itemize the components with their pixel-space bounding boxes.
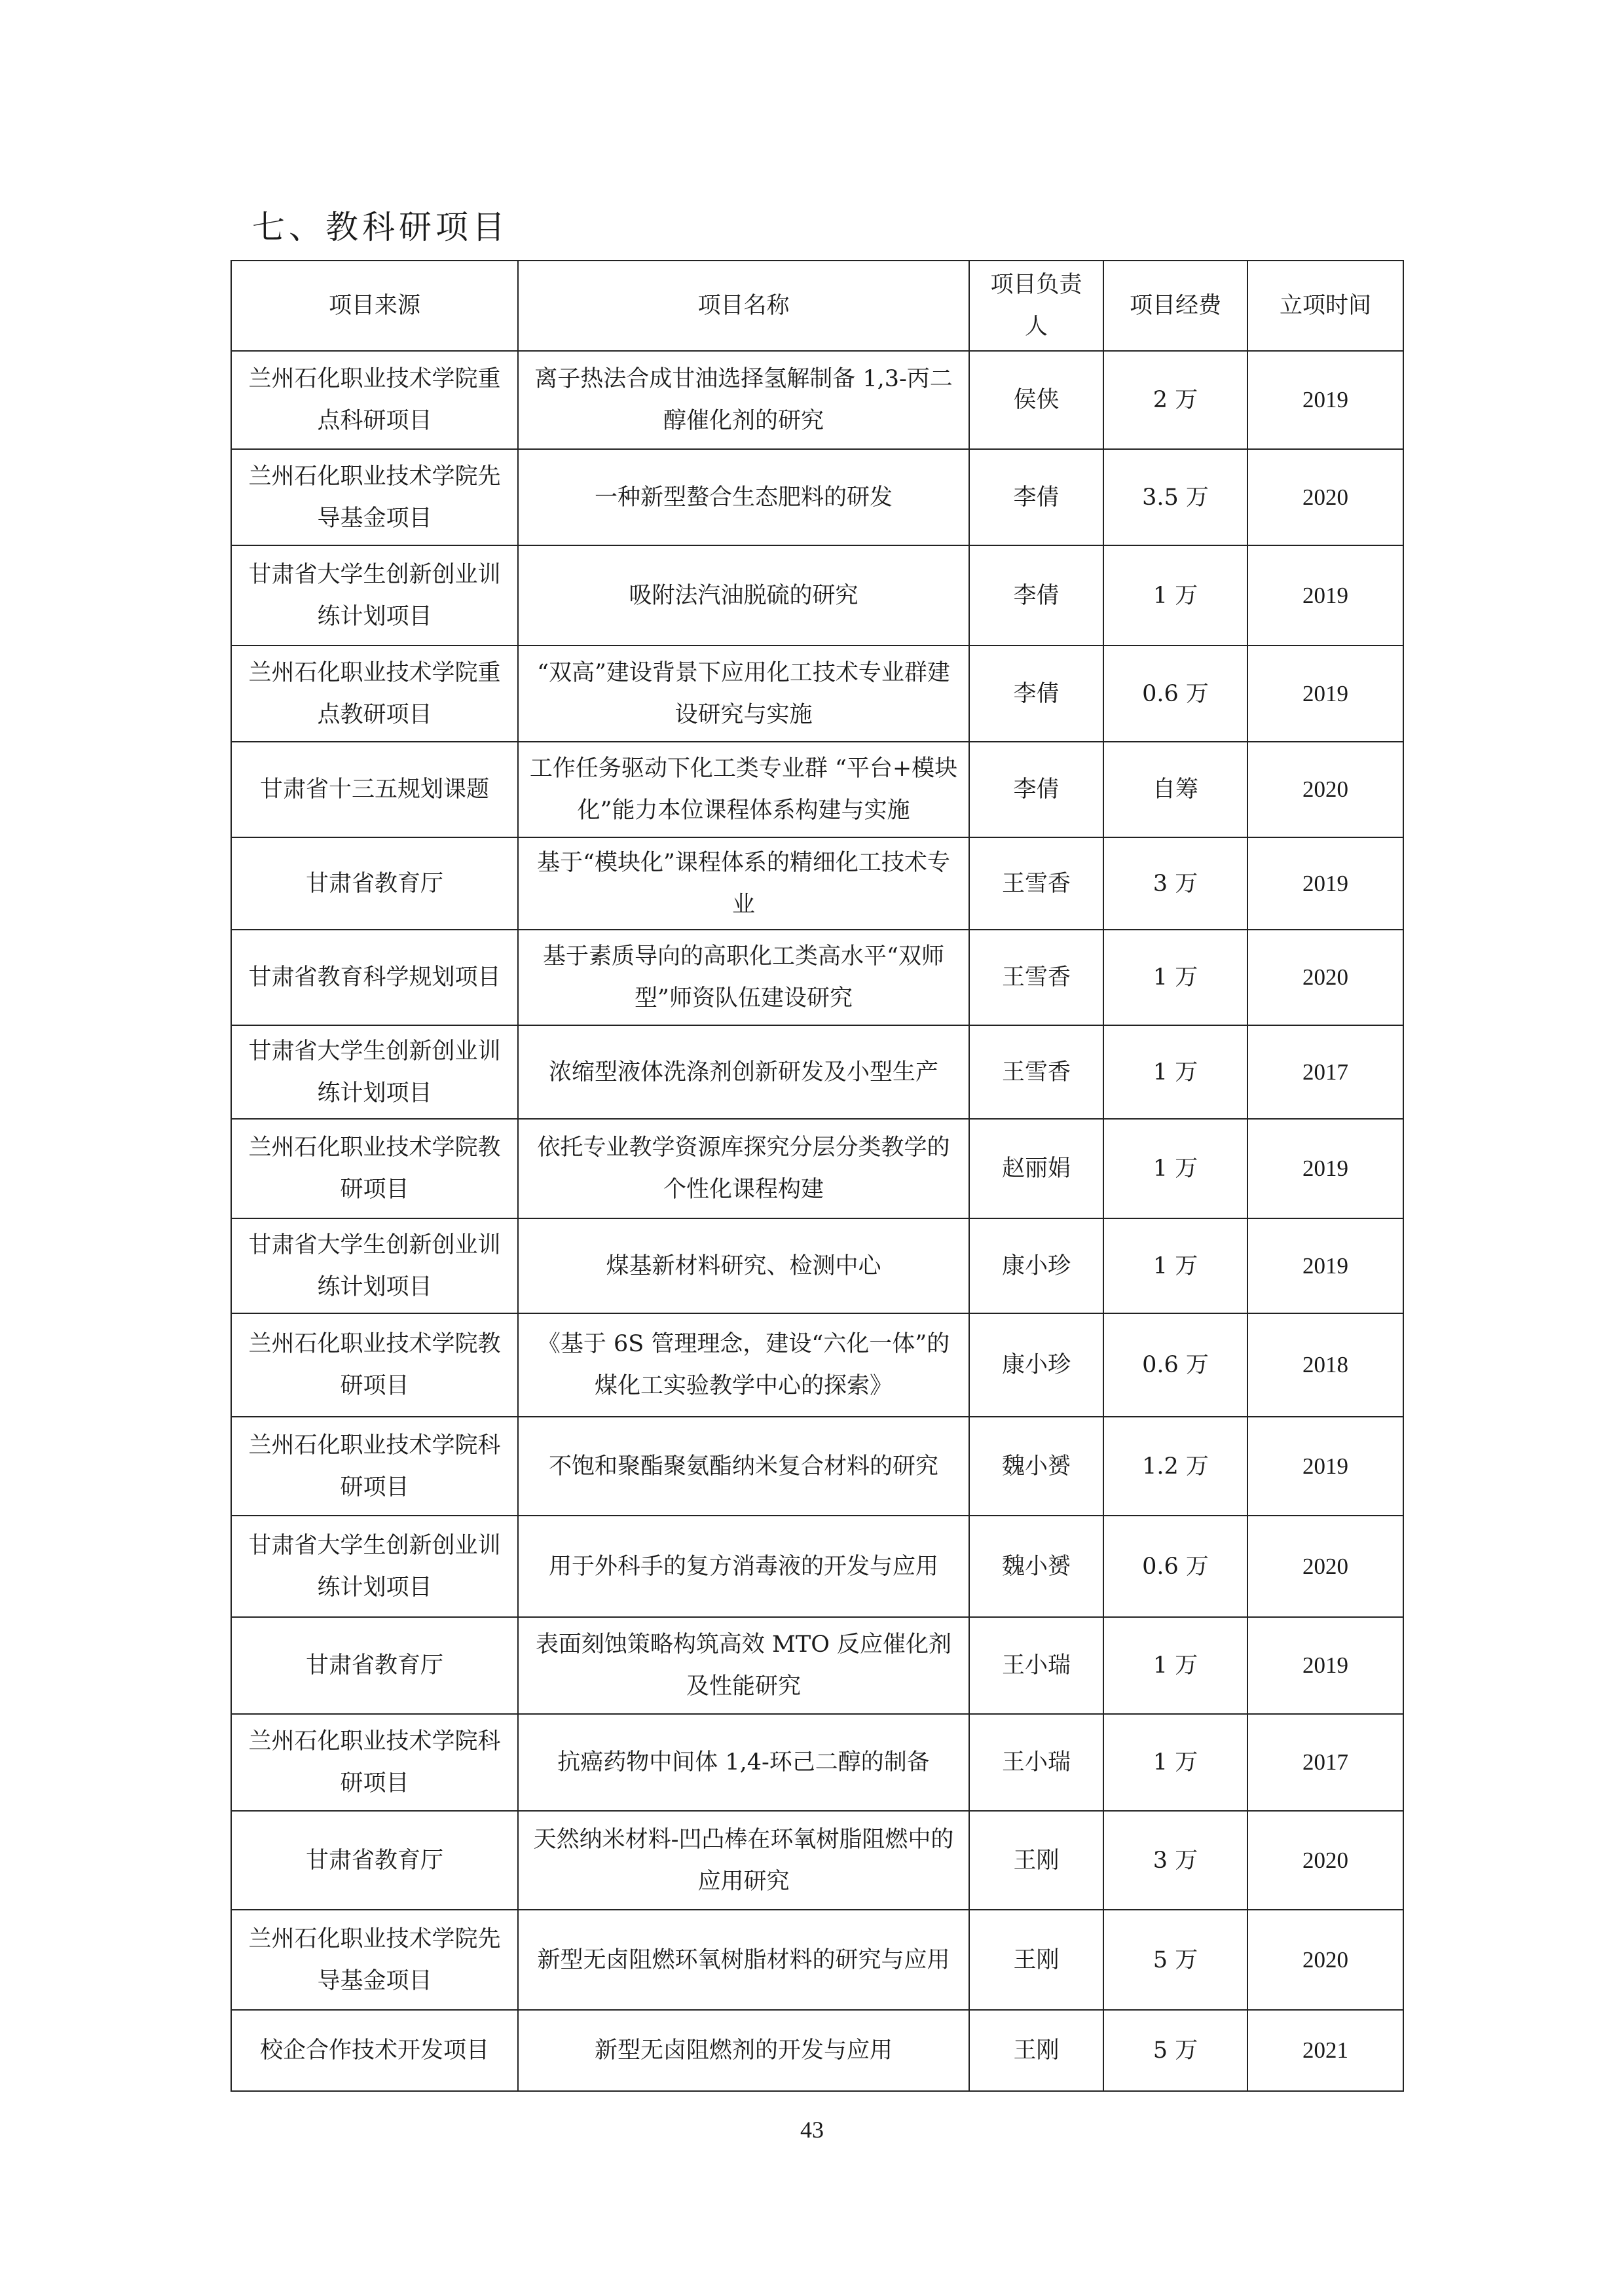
cell-source: 兰州石化职业技术学院先导基金项目 [231, 1910, 518, 2010]
cell-project-name: 表面刻蚀策略构筑高效 MTO 反应催化剂及性能研究 [518, 1617, 969, 1714]
cell-source: 甘肃省教育厅 [231, 837, 518, 930]
cell-year: 2019 [1247, 1417, 1403, 1516]
page-number: 43 [800, 2117, 824, 2143]
cell-project-name: 不饱和聚酯聚氨酯纳米复合材料的研究 [518, 1417, 969, 1516]
table-row [231, 1119, 1403, 1218]
table-row [231, 449, 1403, 545]
cell-funding: 1 万 [1103, 1119, 1247, 1218]
cell-year: 2018 [1247, 1313, 1403, 1417]
cell-year: 2019 [1247, 1218, 1403, 1313]
table-body [231, 351, 1403, 2091]
cell-leader: 魏小赟 [969, 1417, 1103, 1516]
section-title: 七、教科研项目 [252, 208, 509, 246]
cell-source: 兰州石化职业技术学院先导基金项目 [231, 449, 518, 545]
cell-source: 甘肃省教育厅 [231, 1617, 518, 1714]
cell-leader: 王雪香 [969, 1025, 1103, 1119]
cell-project-name: 离子热法合成甘油选择氢解制备 1,3-丙二醇催化剂的研究 [518, 351, 969, 449]
cell-leader: 魏小赟 [969, 1516, 1103, 1617]
cell-source: 甘肃省十三五规划课题 [231, 742, 518, 837]
table-row [231, 545, 1403, 646]
cell-source: 甘肃省大学生创新创业训练计划项目 [231, 545, 518, 646]
cell-leader: 王刚 [969, 1811, 1103, 1910]
table-row [231, 1811, 1403, 1910]
table-row [231, 1516, 1403, 1617]
cell-project-name: 依托专业教学资源库探究分层分类教学的个性化课程构建 [518, 1119, 969, 1218]
column-header-source: 项目来源 [231, 261, 518, 351]
cell-leader: 王小瑞 [969, 1617, 1103, 1714]
cell-funding: 1 万 [1103, 545, 1247, 646]
cell-source: 兰州石化职业技术学院科研项目 [231, 1417, 518, 1516]
cell-leader: 康小珍 [969, 1313, 1103, 1417]
cell-project-name: “双高”建设背景下应用化工技术专业群建设研究与实施 [518, 646, 969, 742]
table-row [231, 351, 1403, 449]
cell-funding: 1 万 [1103, 930, 1247, 1025]
cell-project-name: 一种新型螯合生态肥料的研发 [518, 449, 969, 545]
cell-project-name: 《基于 6S 管理理念，建设“六化一体”的煤化工实验教学中心的探索》 [518, 1313, 969, 1417]
cell-funding: 1 万 [1103, 1617, 1247, 1714]
cell-project-name: 基于素质导向的高职化工类高水平“双师型”师资队伍建设研究 [518, 930, 969, 1025]
cell-source: 兰州石化职业技术学院科研项目 [231, 1714, 518, 1811]
cell-leader: 康小珍 [969, 1218, 1103, 1313]
cell-funding: 5 万 [1103, 1910, 1247, 2010]
cell-year: 2020 [1247, 1811, 1403, 1910]
cell-year: 2019 [1247, 351, 1403, 449]
cell-project-name: 用于外科手的复方消毒液的开发与应用 [518, 1516, 969, 1617]
column-header-funding: 项目经费 [1103, 261, 1247, 351]
table-row [231, 930, 1403, 1025]
cell-year: 2019 [1247, 837, 1403, 930]
table-row [231, 837, 1403, 930]
cell-leader: 王雪香 [969, 837, 1103, 930]
cell-leader: 赵丽娟 [969, 1119, 1103, 1218]
cell-source: 甘肃省大学生创新创业训练计划项目 [231, 1025, 518, 1119]
cell-year: 2019 [1247, 1617, 1403, 1714]
cell-year: 2019 [1247, 646, 1403, 742]
cell-project-name: 工作任务驱动下化工类专业群 “平台+模块 化”能力本位课程体系构建与实施 [518, 742, 969, 837]
table-header-row [231, 261, 1403, 351]
cell-leader: 王刚 [969, 2010, 1103, 2091]
cell-leader: 李倩 [969, 646, 1103, 742]
cell-funding: 5 万 [1103, 2010, 1247, 2091]
cell-year: 2017 [1247, 1714, 1403, 1811]
cell-year: 2020 [1247, 930, 1403, 1025]
cell-source: 甘肃省大学生创新创业训练计划项目 [231, 1516, 518, 1617]
cell-leader: 王刚 [969, 1910, 1103, 2010]
projects-table [231, 260, 1404, 2092]
cell-leader: 王小瑞 [969, 1714, 1103, 1811]
cell-funding: 1 万 [1103, 1218, 1247, 1313]
cell-project-name: 煤基新材料研究、检测中心 [518, 1218, 969, 1313]
cell-source: 兰州石化职业技术学院教研项目 [231, 1313, 518, 1417]
cell-year: 2021 [1247, 2010, 1403, 2091]
cell-project-name: 天然纳米材料-凹凸棒在环氧树脂阻燃中的应用研究 [518, 1811, 969, 1910]
table-row [231, 2010, 1403, 2091]
cell-leader: 李倩 [969, 742, 1103, 837]
cell-source: 兰州石化职业技术学院重点科研项目 [231, 351, 518, 449]
cell-source: 校企合作技术开发项目 [231, 2010, 518, 2091]
cell-leader: 侯侠 [969, 351, 1103, 449]
cell-project-name: 吸附法汽油脱硫的研究 [518, 545, 969, 646]
cell-source: 兰州石化职业技术学院教研项目 [231, 1119, 518, 1218]
cell-leader: 王雪香 [969, 930, 1103, 1025]
table-row [231, 1313, 1403, 1417]
cell-year: 2017 [1247, 1025, 1403, 1119]
cell-leader: 李倩 [969, 449, 1103, 545]
table-row [231, 1617, 1403, 1714]
column-header-year: 立项时间 [1247, 261, 1403, 351]
cell-source: 甘肃省教育厅 [231, 1811, 518, 1910]
cell-funding: 3 万 [1103, 837, 1247, 930]
cell-funding: 3 万 [1103, 1811, 1247, 1910]
cell-funding: 2 万 [1103, 351, 1247, 449]
cell-source: 兰州石化职业技术学院重点教研项目 [231, 646, 518, 742]
cell-year: 2020 [1247, 449, 1403, 545]
table-row [231, 1910, 1403, 2010]
cell-funding: 0.6 万 [1103, 1516, 1247, 1617]
table-row [231, 1714, 1403, 1811]
cell-year: 2020 [1247, 742, 1403, 837]
cell-year: 2020 [1247, 1910, 1403, 2010]
cell-funding: 0.6 万 [1103, 646, 1247, 742]
cell-source: 甘肃省教育科学规划项目 [231, 930, 518, 1025]
cell-project-name: 抗癌药物中间体 1,4-环己二醇的制备 [518, 1714, 969, 1811]
cell-year: 2019 [1247, 545, 1403, 646]
column-header-name: 项目名称 [518, 261, 969, 351]
cell-project-name: 浓缩型液体洗涤剂创新研发及小型生产 [518, 1025, 969, 1119]
cell-funding: 1 万 [1103, 1025, 1247, 1119]
cell-leader: 李倩 [969, 545, 1103, 646]
cell-funding: 1.2 万 [1103, 1417, 1247, 1516]
table-row [231, 646, 1403, 742]
cell-funding: 0.6 万 [1103, 1313, 1247, 1417]
cell-project-name: 基于“模块化”课程体系的精细化工技术专业 [518, 837, 969, 930]
table-row [231, 1025, 1403, 1119]
table-row [231, 742, 1403, 837]
cell-project-name: 新型无卤阻燃环氧树脂材料的研究与应用 [518, 1910, 969, 2010]
column-header-leader: 项目负责人 [969, 261, 1103, 351]
cell-funding: 1 万 [1103, 1714, 1247, 1811]
table-row [231, 1417, 1403, 1516]
cell-funding: 自筹 [1103, 742, 1247, 837]
cell-source: 甘肃省大学生创新创业训练计划项目 [231, 1218, 518, 1313]
cell-funding: 3.5 万 [1103, 449, 1247, 545]
cell-year: 2019 [1247, 1119, 1403, 1218]
cell-year: 2020 [1247, 1516, 1403, 1617]
table-row [231, 1218, 1403, 1313]
cell-project-name: 新型无卤阻燃剂的开发与应用 [518, 2010, 969, 2091]
